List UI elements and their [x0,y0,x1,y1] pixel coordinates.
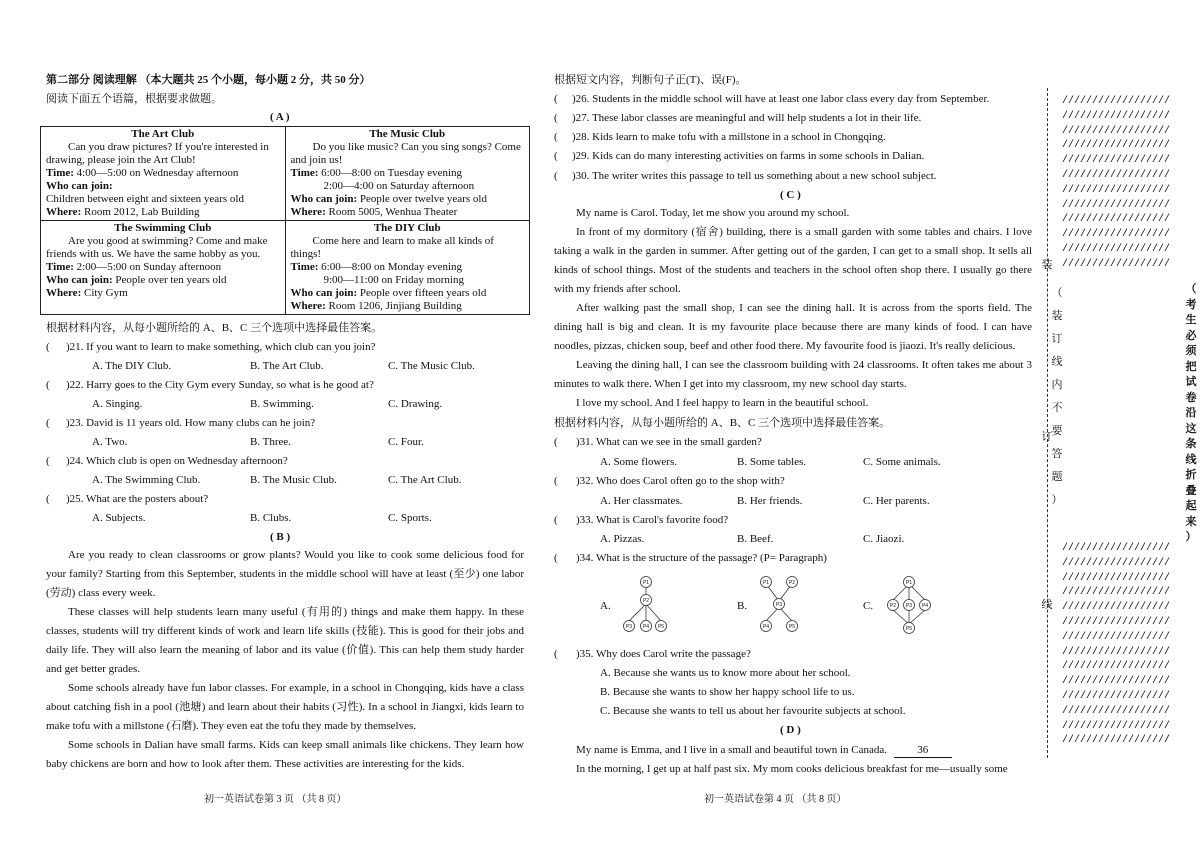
node-label: P3 [775,602,783,608]
swimming-club-title: The Swimming Club [114,222,212,234]
node-label: P2 [788,580,796,586]
structure-diagram-a [616,574,676,636]
art-club-intro: Can you draw pictures? If you're interested in drawing, please join the Art Club! [46,141,269,166]
swimming-club-who: Who can join: People over ten years old [46,274,227,286]
q31-option-a[interactable]: A. Some flowers. [600,456,677,468]
instruction-c: 根据材料内容，从每小题所给的 A、B、C 三个选项中选择最佳答案。 [554,417,891,429]
bind-char: 不 [1051,402,1063,414]
passage-a-label: ( A ) [270,111,290,123]
xian-char: 线 [1041,599,1053,611]
swimming-club-intro: Are you good at swimming? Come and make friends with us. We have the same hobby as you. [46,235,268,260]
question-33: )33. What is Carol's favorite food? [576,514,729,526]
node-label: P3 [905,603,913,609]
question-30: )30. The writer writes this passage to tell us something about a new school subject. [572,170,937,182]
q34-option-c[interactable]: C. [863,600,874,612]
q32-option-b[interactable]: B. Her friends. [737,495,803,507]
answer-blank[interactable]: ( [554,93,558,105]
node-label: P3 [625,624,633,630]
q22-option-a[interactable]: A. Singing. [92,398,143,410]
art-club-poster [41,127,286,221]
passage-b-paragraph: These classes will help students learn many useful (有用的) things and make them happy. In these classes, students will try different kinds of work and learn life skills (技能). This is good for their jobs and daily life. They will also learn the meaning of labor and its value (价值). This can help them study harder and get better grades. [46,606,524,675]
node-label: P2 [889,603,897,609]
question-21: )21. If you want to learn to make something, which club can you join? [66,341,376,353]
diy-club-who: Who can join: People over fifteen years old [290,287,487,299]
structure-diagram-c [884,574,934,636]
answer-blank[interactable]: ( [46,379,50,391]
q32-option-c[interactable]: C. Her parents. [863,495,930,507]
q35-option-c[interactable]: C. Because she wants to tell us about her favourite subjects at school. [600,705,906,717]
passage-b-label: ( B ) [270,531,291,543]
bind-char: （ [1051,287,1063,299]
node-label: P5 [657,624,665,630]
q33-option-b[interactable]: B. Beef. [737,533,774,545]
instruction-a: 根据材料内容，从每小题所给的 A、B、C 三个选项中选择最佳答案。 [46,322,383,334]
q24-option-a[interactable]: A. The Swimming Club. [92,474,201,486]
q31-option-c[interactable]: C. Some animals. [863,456,941,468]
passage-d-line1: My name is Emma, and I live in a small and beautiful town in Canada. 36 [576,744,952,758]
passage-c-paragraph: My name is Carol. Today, let me show you around my school. [576,207,850,219]
q23-option-a[interactable]: A. Two. [92,436,128,448]
bind-char: 线 [1051,356,1063,368]
answer-blank[interactable]: ( [46,455,50,467]
question-22: )22. Harry goes to the City Gym every Sunday, so what is he good at? [66,379,374,391]
art-club-title: The Art Club [131,128,195,140]
passage-c-paragraph: Leaving the dining hall, I can see the classroom building with 24 classrooms. It often takes me about 3 minutes to walk there. When I get into my classroom, my new school day starts. [554,359,1032,390]
q24-option-b[interactable]: B. The Music Club. [250,474,337,486]
q21-option-b[interactable]: B. The Art Club. [250,360,324,372]
diy-club-poster [285,221,530,315]
question-29: )29. Kids can do many interesting activities on farms in some schools in Dalian. [572,150,925,162]
bind-char: 内 [1051,379,1063,391]
q33-option-a[interactable]: A. Pizzas. [600,533,645,545]
binding-line-label [1050,282,1064,512]
node-label: P5 [905,626,913,632]
question-23: )23. David is 11 years old. How many clubs can he join? [66,417,316,429]
diy-club-title: The DIY Club [373,222,441,234]
answer-blank[interactable]: ( [46,341,50,353]
question-28: )28. Kids learn to make tofu with a millstone in a school in Chongqing. [572,131,886,143]
q34-option-a[interactable]: A. [600,600,611,612]
section-instruction: 阅读下面五个语篇，根据要求做题。 [46,93,222,105]
music-club-title: The Music Club [369,128,446,140]
q22-option-b[interactable]: B. Swimming. [250,398,314,410]
node-label: P1 [642,580,650,586]
q23-option-b[interactable]: B. Three. [250,436,292,448]
diy-club-time2: 9:00—11:00 on Friday morning [323,274,464,286]
node-label: P2 [642,598,650,604]
art-club-who: Who can join: [46,180,113,192]
passage-c-paragraph: I love my school. And I feel happy to learn in the beautiful school. [576,397,869,409]
ding-char: 订 [1041,431,1053,443]
passage-b-paragraph: Are you ready to clean classrooms or grow plants? Would you like to cook some delicious food for your family? Starting from this September, students in the middle school will have at least (至少) one labor (劳动) class every week. [46,549,524,599]
answer-blank[interactable]: ( [46,417,50,429]
q21-option-a[interactable]: A. The DIY Club. [92,360,172,372]
section-title: 第二部分 阅读理解 （本大题共 25 个小题，每小题 2 分，共 50 分） [46,74,371,86]
music-club-time: Time: 6:00—8:00 on Tuesday evening [290,167,463,179]
question-26: )26. Students in the middle school will have at least one labor class every day from September. [572,93,990,105]
question-24: )24. Which club is open on Wednesday afternoon? [66,455,288,467]
art-club-where: Where: Room 2012, Lab Building [46,206,200,218]
passage-b-paragraph: Some schools in Dalian have small farms. Kids can keep small animals like chickens. They learn how baby chickens are born and how to look after them. These activities are interesting for the kids. [46,739,524,770]
binding-line-text [1039,255,1055,275]
bind-char: 题 [1051,471,1063,483]
q33-option-c[interactable]: C. Jiaozi. [863,533,905,545]
q32-option-a[interactable]: A. Her classmates. [600,495,683,507]
question-34: )34. What is the structure of the passage? (P= Paragraph) [576,552,827,564]
q22-option-c[interactable]: C. Drawing. [388,398,443,410]
music-club-time2: 2:00—4:00 on Saturday afternoon [323,180,475,192]
bind-char: 答 [1051,448,1063,460]
answer-blank[interactable]: ( [554,436,558,448]
fold-notice: （ 考 生 必 须 把 试 卷 沿 这 条 线 折 叠 起 来 ） [1185,283,1197,543]
node-label: P1 [762,580,770,586]
q23-option-c[interactable]: C. Four. [388,436,424,448]
q35-option-a[interactable]: A. Because she wants us to know more about her school. [600,667,851,679]
passage-b-paragraph: Some schools already have fun labor classes. For example, in a school in Chongqing, kids have a class about catching fish in a pool (池塘) and learn about their habits (习性). In a school in Jiangxi, kids learn to make tofu with a millstone (石磨). They even eat the tofu they made by themselves. [46,682,524,732]
question-35: )35. Why does Carol write the passage? [576,648,751,660]
diy-club-time: Time: 6:00—8:00 on Monday evening [290,261,463,273]
music-club-who: Who can join: People over twelve years old [290,193,487,205]
passage-c [554,204,1032,413]
music-club-poster [285,127,530,221]
bind-char: 装 [1041,259,1053,271]
music-club-intro: Do you like music? Can you sing songs? Come and join us! [290,141,521,166]
passage-c-paragraph: In front of my dormitory (宿舍) building, there is a small garden with some tables and chairs. I love taking a walk in the garden in summer. After getting out of the garden, I can get to a small shop. It sells all kinds of school things. Most of the students and teachers in the school often shop there. I usually go there with my friends after school. [554,226,1032,295]
bind-char: 订 [1051,333,1063,345]
answer-blank[interactable]: ( [46,493,50,505]
page-footer-right: 初一英语试卷第 4 页 （共 8 页） [704,794,847,805]
q31-option-b[interactable]: B. Some tables. [737,456,807,468]
answer-blank[interactable]: ( [554,552,558,564]
passage-c-paragraph: After walking past the small shop, I can see the dining hall. It is across from the sports field. The dining hall is big and clean. It is my favourite place because there are many kinds of food. I can have noodles, pizzas, chicken soup, beef and other food there. My favourite food is jiaozi. It's really delicious. [554,302,1032,352]
bind-char: 要 [1051,425,1063,437]
q21-option-c[interactable]: C. The Music Club. [388,360,475,372]
swimming-club-where: Where: City Gym [46,287,128,299]
q25-option-b[interactable]: B. Clubs. [250,512,292,524]
answer-blank[interactable]: ( [554,648,558,660]
diy-club-where: Where: Room 1206, Jinjiang Building [290,300,462,312]
answer-blank[interactable]: ( [554,475,558,487]
answer-blank[interactable]: ( [554,131,558,143]
q25-option-c[interactable]: C. Sports. [388,512,432,524]
page-footer-left: 初一英语试卷第 3 页 （共 8 页） [204,794,347,805]
answer-blank[interactable]: ( [554,514,558,526]
question-27: )27. These labor classes are meaningful and will help students a lot in their life. [572,112,922,124]
answer-blank[interactable]: ( [554,150,558,162]
binding-hatch-top: ////////////////// ////////////////// ////////////////// ////////////////// ////////////////// ////////////////// ////////////////// ////////////////// ////////////////// ////////////////// ////////////////// ////////////////// [1062,96,1171,270]
question-25: )25. What are the posters about? [66,493,209,505]
q24-option-c[interactable]: C. The Art Club. [388,474,462,486]
tf-instruction: 根据短文内容，判断句子正(T)、误(F)。 [554,74,747,86]
structure-diagram-b [754,574,804,636]
binding-dashed-line [1047,88,1048,758]
node-label: P4 [762,624,770,630]
swimming-club-poster [41,221,286,315]
art-club-time: Time: 4:00—5:00 on Wednesday afternoon [46,167,239,179]
passage-c-label: ( C ) [780,189,801,201]
diy-club-intro: Come here and learn to make all kinds of things! [290,235,494,260]
bind-char: ） [1051,494,1063,506]
passage-d-line2: In the morning, I get up at half past six. My mom cooks delicious breakfast for me—usually some [576,763,1008,775]
answer-blank[interactable]: ( [554,112,558,124]
node-label: P4 [921,603,929,609]
passage-b [46,546,524,774]
art-club-who-detail: Children between eight and sixteen years old [46,193,244,205]
node-label: P1 [905,580,913,586]
passage-d-label: ( D ) [780,724,801,736]
question-31: )31. What can we see in the small garden? [576,436,762,448]
q34-option-b[interactable]: B. [737,600,748,612]
club-posters-table [40,126,530,315]
music-club-where: Where: Room 5005, Wenhua Theater [290,206,458,218]
question-32: )32. Who does Carol often go to the shop with? [576,475,785,487]
bind-char: 装 [1051,310,1063,322]
q35-option-b[interactable]: B. Because she wants to show her happy school life to us. [600,686,855,698]
answer-blank[interactable]: ( [554,170,558,182]
blank-36[interactable]: 36 [894,744,952,758]
swimming-club-time: Time: 2:00—5:00 on Sunday afternoon [46,261,222,273]
q25-option-a[interactable]: A. Subjects. [92,512,146,524]
binding-hatch-bottom: ////////////////// ////////////////// ////////////////// ////////////////// ////////////////// ////////////////// ////////////////// ////////////////// ////////////////// ////////////////// ////////////////// ////////////////// ////////////////// ////////////////// [1062,543,1171,747]
node-label: P4 [642,624,650,630]
node-label: P5 [788,624,796,630]
